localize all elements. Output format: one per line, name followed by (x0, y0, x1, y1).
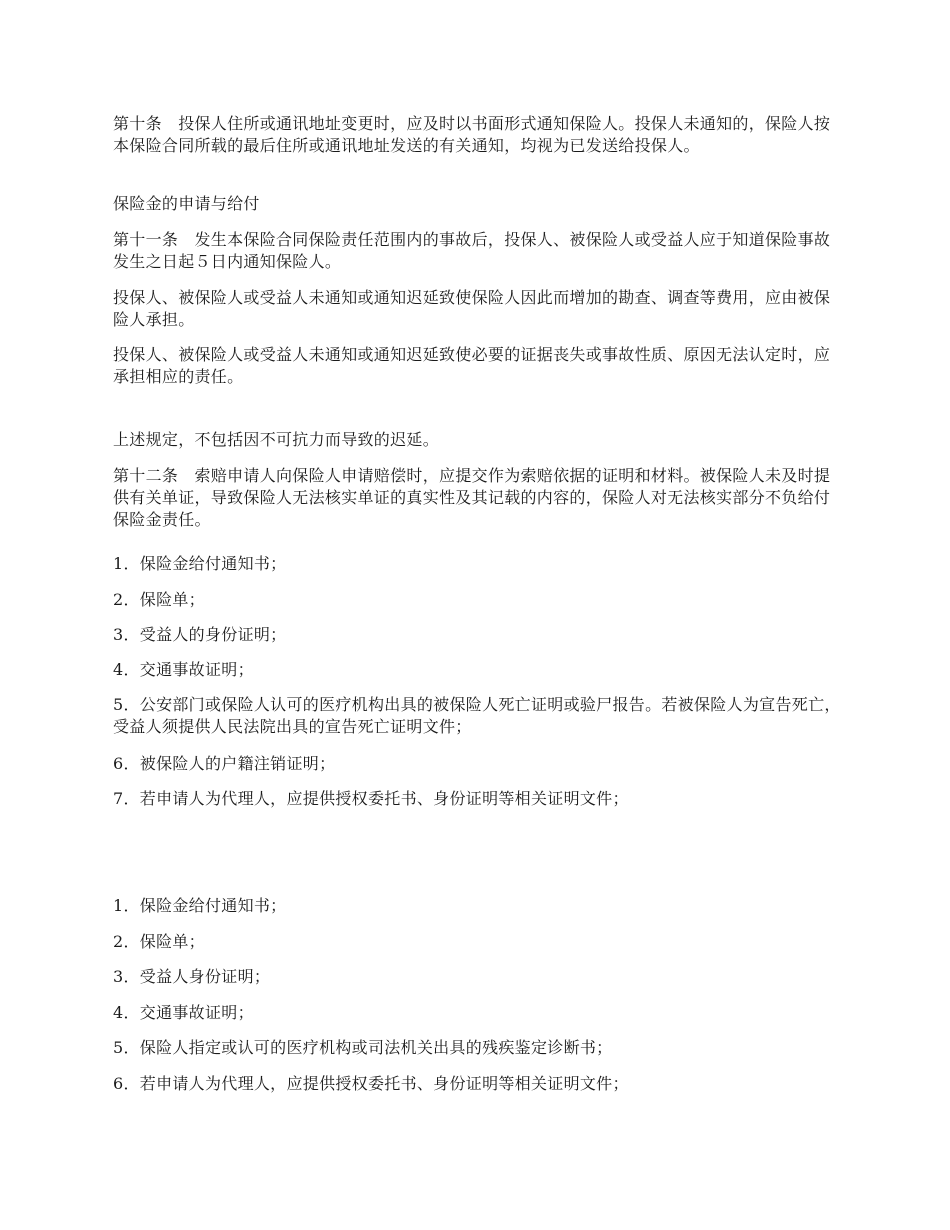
list-item: 5．公安部门或保险人认可的医疗机构出具的被保险人死亡证明或验尸报告。若被保险人为宣告死亡，受益人须提供人民法院出具的宣告死亡证明文件； (113, 695, 841, 736)
list-item: 5．保险人指定或认可的医疗机构或司法机关出具的残疾鉴定诊断书； (113, 1038, 613, 1057)
list-item: 1．保险金给付通知书； (113, 554, 287, 573)
list-item: 4．交通事故证明； (113, 1003, 254, 1022)
list-item: 6．若申请人为代理人，应提供授权委托书、身份证明等相关证明文件； (113, 1074, 629, 1093)
list-item: 2．保险单； (113, 932, 205, 951)
list-item: 3．受益人的身份证明； (113, 625, 287, 644)
force-majeure-paragraph: 上述规定，不包括因不可抗力而导致的迟延。 (113, 430, 440, 449)
article-11-paragraph: 第十一条 发生本保险合同保险责任范围内的事故后，投保人、被保险人或受益人应于知道保险事故发生之日起５日内通知保险人。 (113, 230, 831, 271)
list-item: 7．若申请人为代理人，应提供授权委托书、身份证明等相关证明文件； (113, 789, 629, 808)
section-heading: 保险金的申请与给付 (113, 194, 260, 213)
list-item: 6．被保险人的户籍注销证明； (113, 754, 336, 773)
list-item: 3．受益人身份证明； (113, 967, 271, 986)
list-item: 2．保险单； (113, 590, 205, 609)
article-12-paragraph: 第十二条 索赔申请人向保险人申请赔偿时，应提交作为索赔依据的证明和材料。被保险人未及时提供有关单证，导致保险人无法核实单证的真实性及其记载的内容的，保险人对无法核实部分不负给付保险金责任。 (113, 466, 831, 529)
notice-delay-cost-paragraph: 投保人、被保险人或受益人未通知或通知迟延致使保险人因此而增加的勘查、调查等费用，应由被保险人承担。 (113, 288, 831, 329)
list-item: 4．交通事故证明； (113, 660, 254, 679)
notice-delay-evidence-paragraph: 投保人、被保险人或受益人未通知或通知迟延致使必要的证据丧失或事故性质、原因无法认定时，应承担相应的责任。 (113, 345, 831, 386)
list-item: 1．保险金给付通知书； (113, 896, 287, 915)
article-10-paragraph: 第十条 投保人住所或通讯地址变更时，应及时以书面形式通知保险人。投保人未通知的，保险人按本保险合同所载的最后住所或通讯地址发送的有关通知，均视为已发送给投保人。 (113, 114, 831, 155)
